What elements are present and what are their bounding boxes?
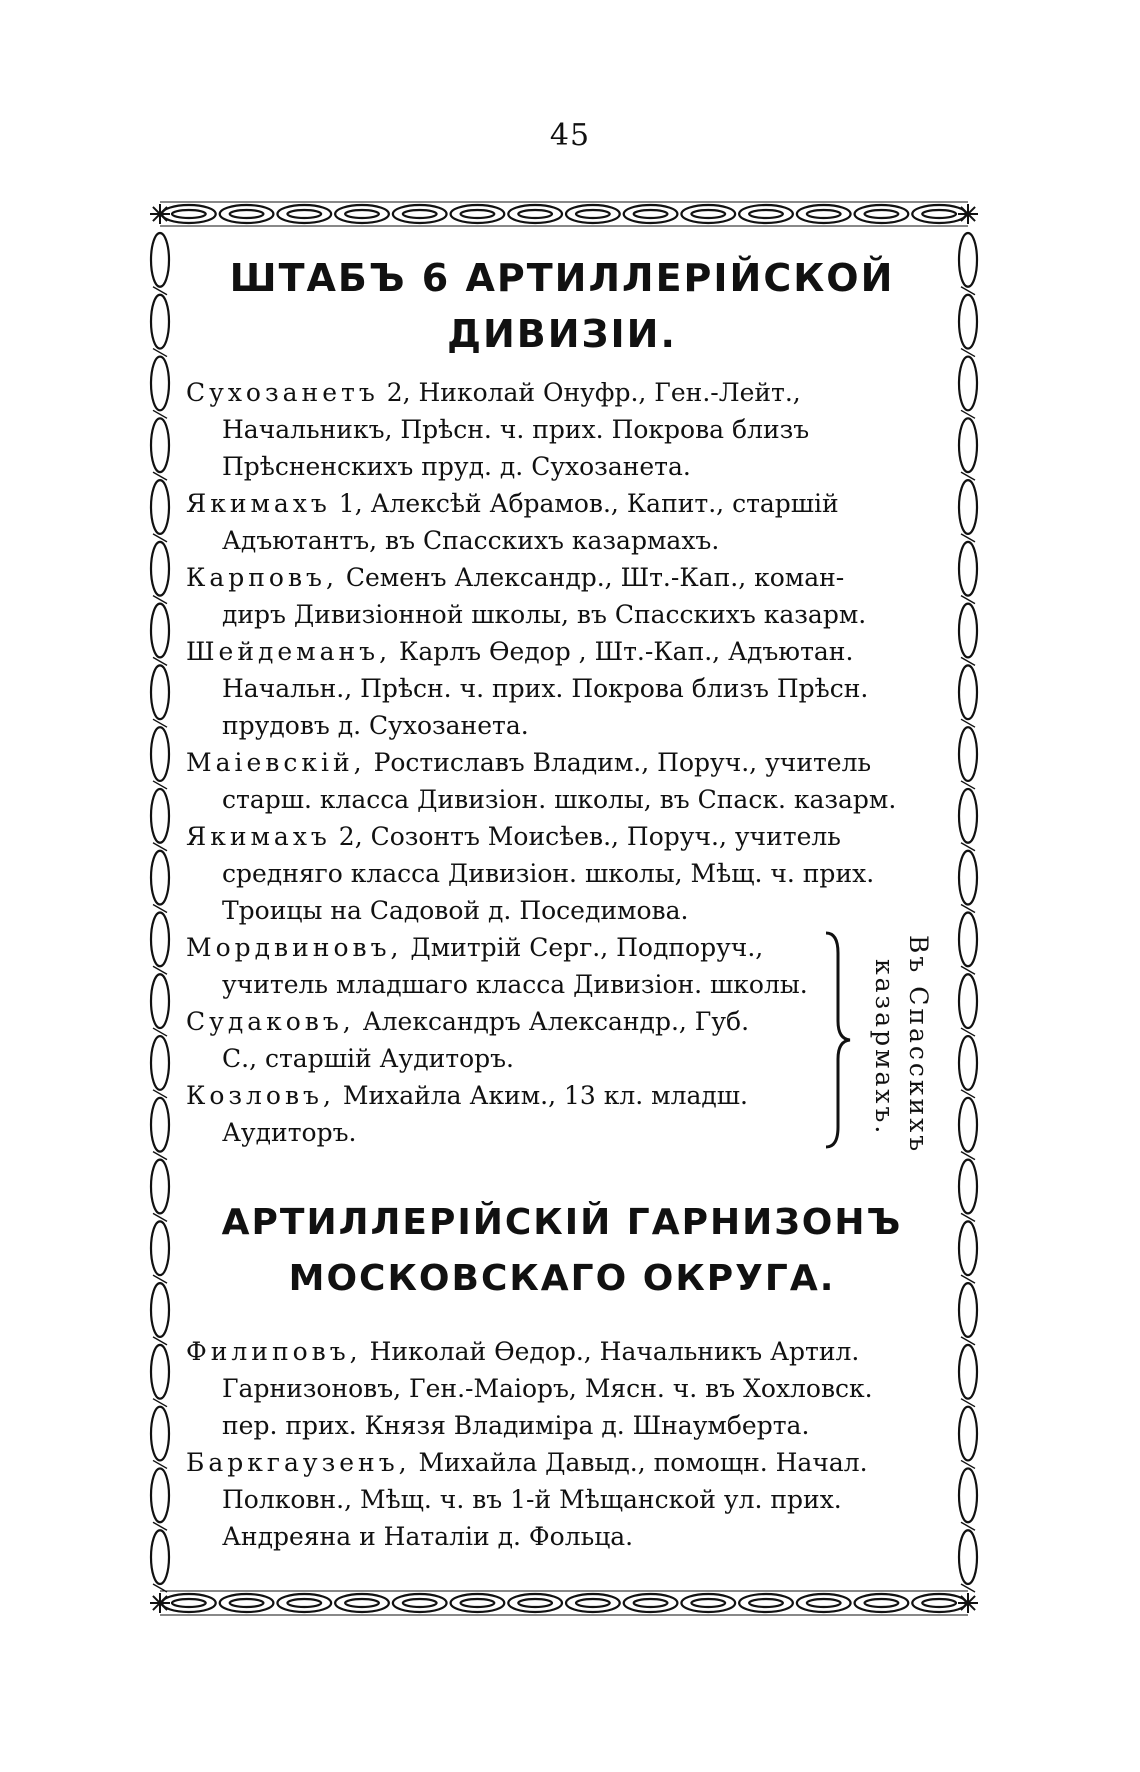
entry-name: Козловъ, — [186, 1081, 335, 1110]
entry-text: Карлъ Ѳедор , Шт.-Кап., Адъютан. — [399, 637, 854, 666]
entry-text: старш. класса Дивизіон. школы, въ Спаск. казарм. — [222, 785, 897, 814]
entry-name: Баркгаузенъ, — [186, 1448, 411, 1477]
entry-text: Адъютантъ, въ Спасскихъ казармахъ. — [222, 526, 720, 555]
entry-name: Филиповъ, — [186, 1337, 362, 1366]
bracketed-group — [186, 929, 938, 1155]
group-side-label: Въ Спасскихъ — [904, 935, 933, 1155]
section2-heading-line2: МОСКОВСКАГО ОКРУГА. — [288, 1258, 836, 1299]
entry-text: 2, Созонтъ Моисѣев., Поруч., учитель — [338, 822, 841, 851]
entry-text: средняго класса Дивизіон. школы, Мѣщ. ч. прих. — [222, 859, 875, 888]
section1-heading-line2: ДИВИЗІИ. — [447, 312, 677, 356]
entry-text: Александръ Александр., Губ. — [362, 1007, 750, 1036]
entry-text: Семенъ Александр., Шт.-Кап., коман- — [345, 563, 845, 592]
entry-name: Шейдеманъ, — [186, 637, 392, 666]
entry-text: диръ Дивизіонной школы, въ Спасскихъ казарм. — [222, 600, 867, 629]
page-content — [186, 250, 938, 1555]
page-number: 45 — [549, 118, 591, 153]
entry — [186, 744, 938, 818]
entry-text: Ростиславъ Владим., Поруч., учитель — [373, 748, 872, 777]
section1-entries — [186, 374, 938, 1155]
entry-text: Андреяна и Наталіи д. Фольца. — [222, 1522, 634, 1551]
entry — [186, 818, 938, 929]
entry-text: С., старшій Аудиторъ. — [222, 1044, 514, 1073]
entry — [186, 929, 826, 1003]
entry-name: Якимахъ — [186, 489, 331, 518]
curly-brace-icon — [822, 929, 852, 1151]
entry-text: прудовъ д. Сухозанета. — [222, 711, 529, 740]
entry-text: Дмитрій Серг., Подпоруч., — [410, 933, 764, 962]
section2-entries — [186, 1333, 938, 1555]
section2-heading-line1: АРТИЛЛЕРІЙСКІЙ ГАРНИЗОНЪ — [221, 1202, 903, 1243]
group-side-label: казармахъ. — [870, 959, 899, 1137]
entry-text: Прѣсненскихъ пруд. д. Сухозанета. — [222, 452, 691, 481]
entry-name: Мордвиновъ, — [186, 933, 403, 962]
entry-text: Гарнизоновъ, Ген.-Маіоръ, Мясн. ч. въ Хохловск. — [222, 1374, 873, 1403]
entry-name: Судаковъ, — [186, 1007, 355, 1036]
entry-text: Николай Ѳедор., Начальникъ Артил. — [369, 1337, 860, 1366]
entry-text: Михайла Давыд., помощн. Начал. — [418, 1448, 868, 1477]
section2-heading — [186, 1195, 938, 1307]
entry — [186, 633, 938, 744]
entry-text: Полковн., Мѣщ. ч. въ 1-й Мѣщанской ул. прих. — [222, 1485, 842, 1514]
entry-text: Михайла Аким., 13 кл. младш. — [342, 1081, 748, 1110]
entry-text: пер. прих. Князя Владиміра д. Шнаумберта. — [222, 1411, 810, 1440]
entry-text: 1, Алексѣй Абрамов., Капит., старшій — [338, 489, 839, 518]
entry — [186, 1444, 938, 1555]
section1-heading-line1: ШТАБЪ 6 АРТИЛЛЕРІЙСКОЙ — [229, 256, 895, 300]
entry-text: Начальн., Прѣсн. ч. прих. Покрова близъ Прѣсн. — [222, 674, 869, 703]
entry-text: Начальникъ, Прѣсн. ч. прих. Покрова близъ — [222, 415, 810, 444]
entry-name: Якимахъ — [186, 822, 331, 851]
entry-name: Сухозанетъ — [186, 378, 379, 407]
entry-text: учитель младшаго класса Дивизіон. школы. — [222, 970, 808, 999]
entry-name: Маіевскій, — [186, 748, 366, 777]
group-entries — [186, 929, 826, 1151]
entry-text: Троицы на Садовой д. Поседимова. — [222, 896, 689, 925]
entry-name: Карповъ, — [186, 563, 338, 592]
entry-text: 2, Николай Онуфр., Ген.-Лейт., — [386, 378, 801, 407]
entry — [186, 559, 938, 633]
entry — [186, 1333, 938, 1444]
entry — [186, 374, 938, 485]
entry — [186, 1077, 826, 1151]
section1-heading — [186, 250, 938, 362]
entry — [186, 485, 938, 559]
entry-text: Аудиторъ. — [222, 1118, 357, 1147]
entry — [186, 1003, 826, 1077]
